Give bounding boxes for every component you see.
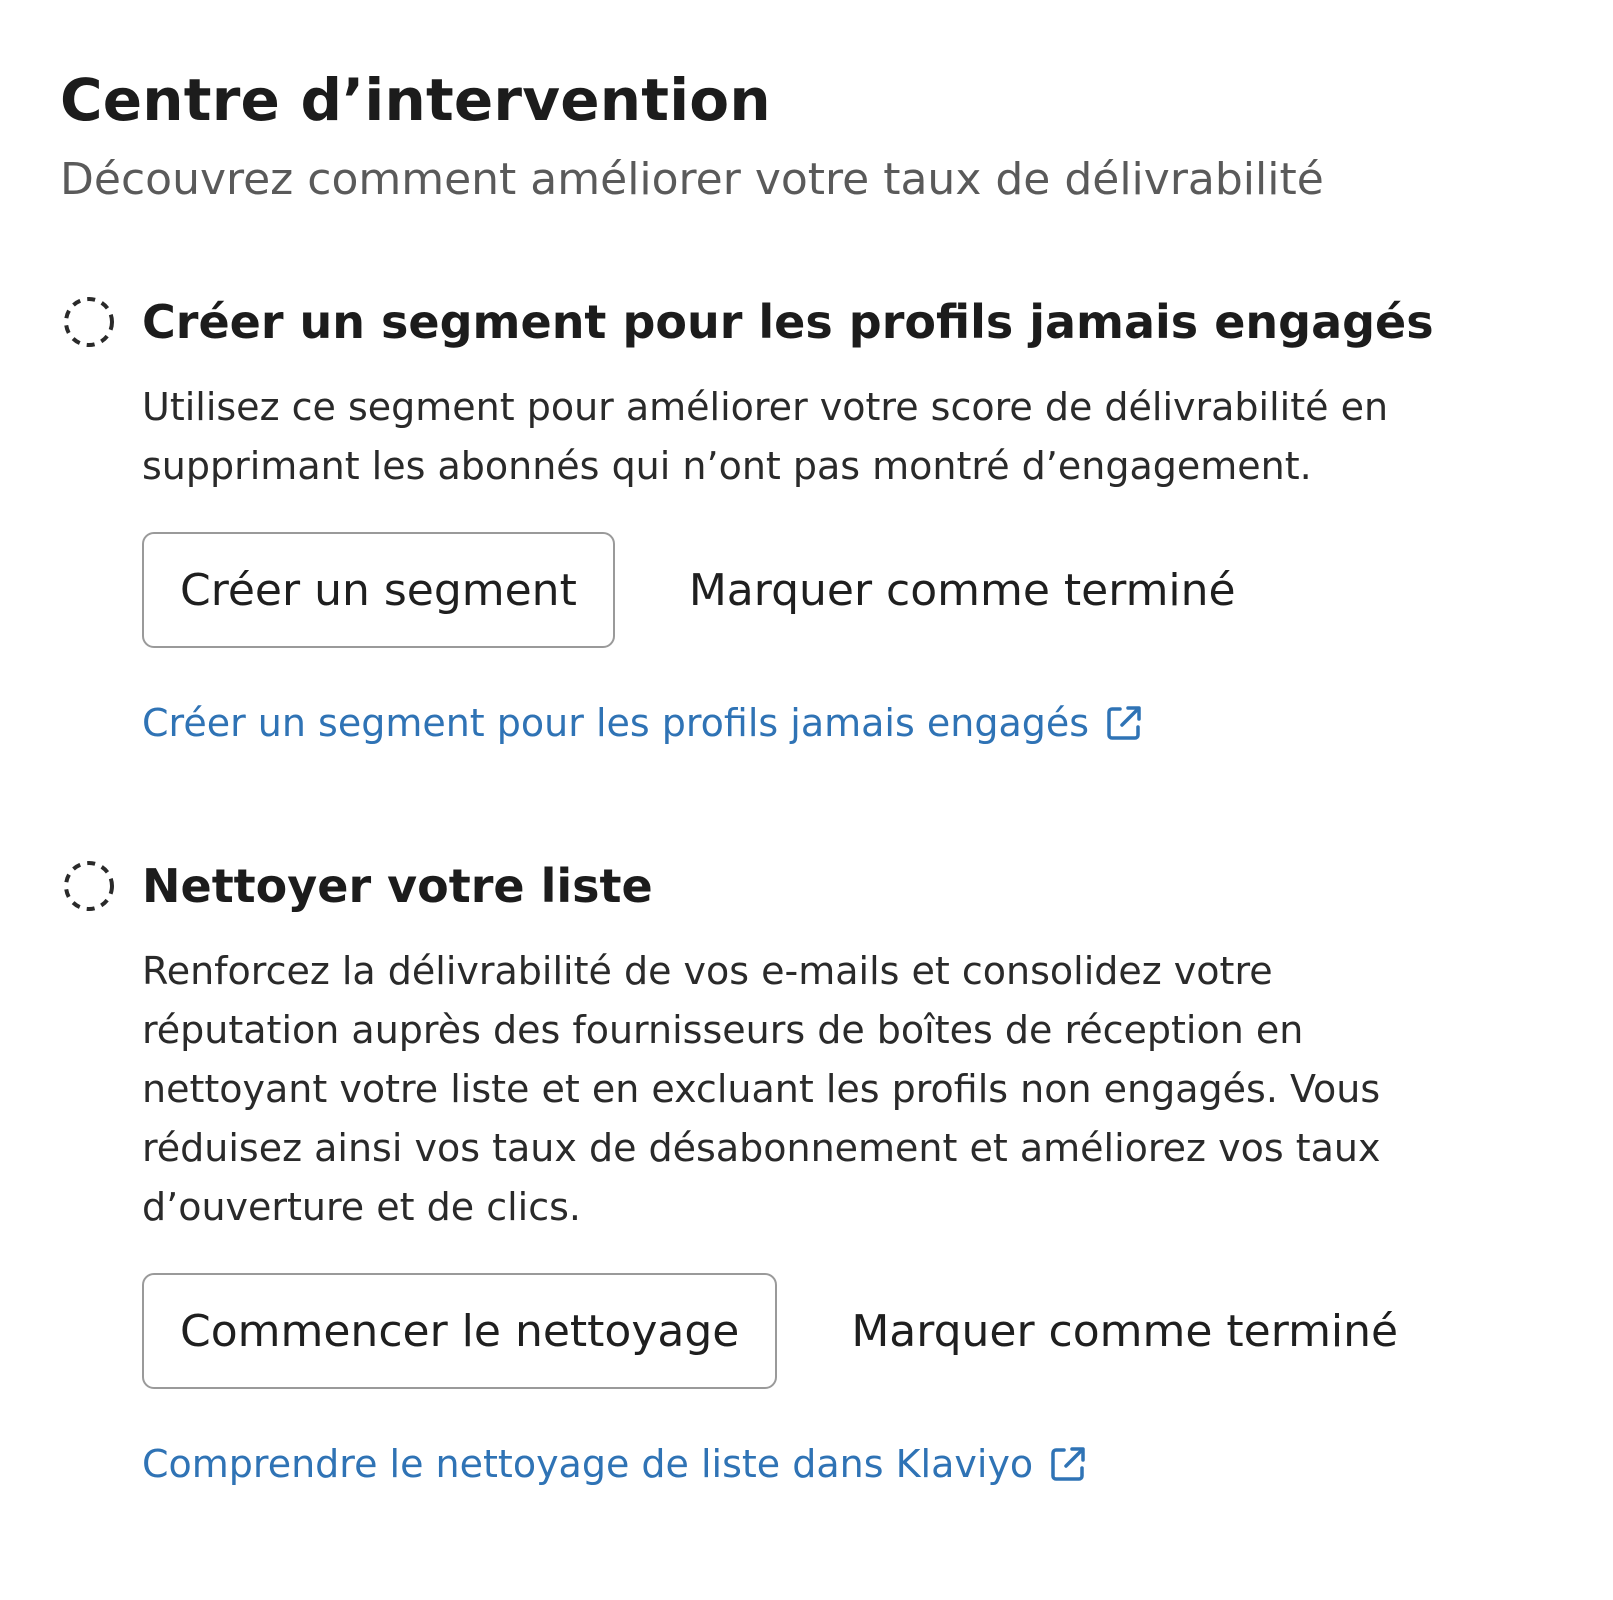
task-actions bbox=[142, 1273, 1560, 1389]
dashed-circle-icon bbox=[63, 296, 115, 348]
task-description: Utilisez ce segment pour améliorer votre score de délivrabilité en supprimant les abonnés qui n’ont pas montré d’engagement. bbox=[142, 385, 1389, 488]
task-create-segment bbox=[60, 290, 1560, 748]
task-description: Renforcez la délivrabilité de vos e-mails et consolidez votre réputation auprès des fournisseurs de boîtes de réception en nettoyant votre liste et en excluant les profils non engagés. Vous réduisez ainsi vos taux de désabonnement et améliorez vos taux d’ouverture et de clics. bbox=[142, 949, 1381, 1229]
help-link-never-engaged-segment[interactable] bbox=[142, 698, 1145, 748]
task-clean-list bbox=[60, 854, 1560, 1489]
task-actions bbox=[142, 532, 1560, 648]
start-cleaning-button[interactable]: Commencer le nettoyage bbox=[142, 1273, 777, 1389]
task-title: Nettoyer votre liste bbox=[142, 859, 653, 913]
task-title: Créer un segment pour les profils jamais engagés bbox=[142, 295, 1434, 349]
external-link-icon bbox=[1103, 702, 1145, 744]
mark-complete-button[interactable]: Marquer comme terminé bbox=[851, 1305, 1399, 1357]
external-link-icon bbox=[1047, 1443, 1089, 1485]
help-link-label: Créer un segment pour les profils jamais engagés bbox=[142, 701, 1090, 745]
help-link-label: Comprendre le nettoyage de liste dans Klaviyo bbox=[142, 1442, 1034, 1486]
page-title: Centre d’intervention bbox=[60, 66, 771, 134]
dashed-circle-icon bbox=[63, 860, 115, 912]
page-subtitle: Découvrez comment améliorer votre taux de délivrabilité bbox=[60, 154, 1324, 205]
mark-complete-button[interactable]: Marquer comme terminé bbox=[688, 564, 1236, 616]
create-segment-button[interactable]: Créer un segment bbox=[142, 532, 615, 648]
help-link-list-cleaning[interactable] bbox=[142, 1439, 1089, 1489]
intervention-center-panel bbox=[60, 62, 1560, 1489]
